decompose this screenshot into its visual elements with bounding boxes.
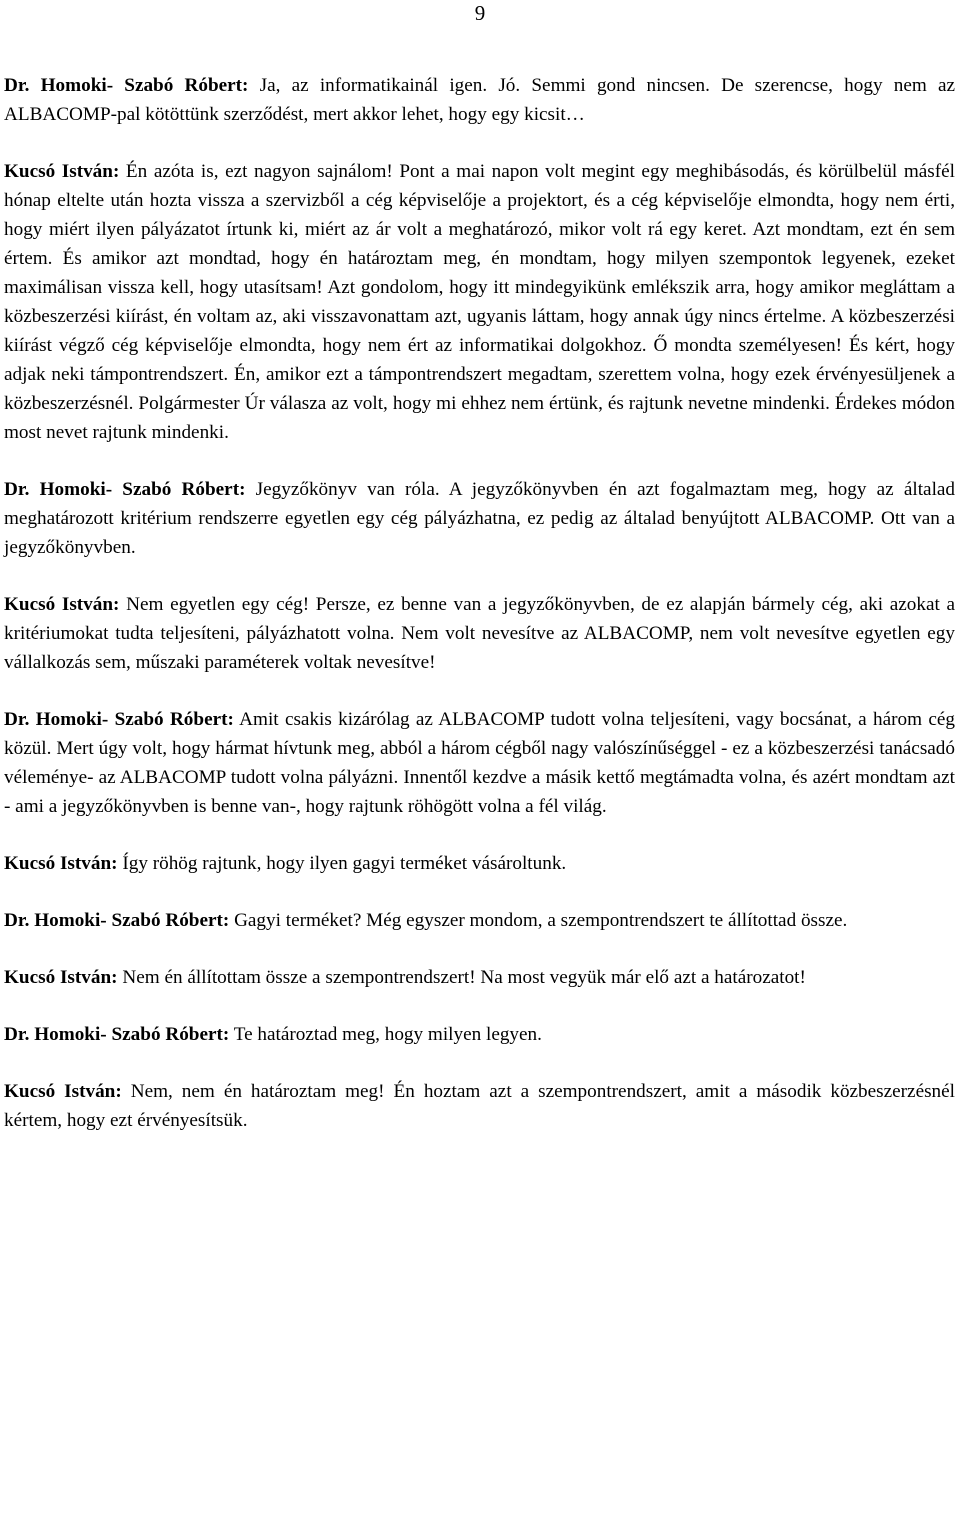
transcript-body	[4, 71, 955, 1163]
speaker-name: Dr. Homoki- Szabó Róbert:	[4, 479, 246, 500]
speaker-name: Dr. Homoki- Szabó Róbert:	[4, 1024, 230, 1045]
speech-text: Gagyi terméket? Még egyszer mondom, a szempontrendszert te állítottad össze.	[229, 910, 848, 931]
speaker-name: Kucsó István:	[4, 594, 120, 615]
transcript-paragraph	[4, 1020, 955, 1049]
speaker-name: Dr. Homoki- Szabó Róbert:	[4, 75, 249, 96]
speech-text: Amit csakis kizárólag az ALBACOMP tudott volna teljesíteni, vagy bocsánat, a három cég közül. Mert úgy volt, hogy hármat hívtunk meg, abból a három cégből nagy valószínűséggel - ez a közbeszerzési tanácsadó véleménye- az ALBACOMP tudott volna pályázni. Innentől kezdve a másik kettő megtámadta volna, és azért mondtam azt - ami a jegyzőkönyvben is benne van-, hogy rajtunk röhögött volna a fél világ.	[4, 709, 955, 817]
speaker-name: Kucsó István:	[4, 1081, 122, 1102]
transcript-paragraph	[4, 1077, 955, 1135]
speech-text: Én azóta is, ezt nagyon sajnálom! Pont a mai napon volt megint egy meghibásodás, és körülbelül másfél hónap eltelte után hozta vissza a szervizből a cég képviselője a projektort, és a cég képviselője elmondta, hogy nem érti, hogy miért ilyen pályázatot írtunk ki, miért az ár volt a meghatározó, mikor volt rá egy keret. Azt mondtam, ezt én sem értem. És amikor azt mondtad, hogy én határoztam meg, én mondtam, hogy milyen szempontok legyenek, ezeket maximálisan vissza kell, hogy utasítsam! Azt gondolom, hogy itt mindegyikünk emlékszik arra, hogy amikor megláttam a közbeszerzési kiírást, én voltam az, aki visszavonattam azt, ugyanis láttam, hogy annak úgy nincs értelme. A közbeszerzési kiírást végző cég képviselője elmondta, hogy nem ért az informatikai dolgokhoz. Ő mondta személyesen! És kért, hogy adjak neki támpontrendszert. Én, amikor ezt a támpontrendszert megadtam, szerettem volna, hogy ezek érvényesüljenek a közbeszerzésnél. Polgármester Úr válasza az volt, hogy mi ehhez nem értünk, és rajtunk nevetne mindenki. Érdekes módon most nevet rajtunk mindenki.	[4, 161, 955, 443]
transcript-paragraph	[4, 71, 955, 129]
speaker-name: Kucsó István:	[4, 967, 118, 988]
speaker-name: Kucsó István:	[4, 853, 118, 874]
speech-text: Így röhög rajtunk, hogy ilyen gagyi terméket vásároltunk.	[117, 853, 567, 874]
speaker-name: Dr. Homoki- Szabó Róbert:	[4, 709, 234, 730]
transcript-paragraph	[4, 906, 955, 935]
transcript-paragraph	[4, 590, 955, 677]
speaker-name: Kucsó István:	[4, 161, 120, 182]
speech-text: Nem egyetlen egy cég! Persze, ez benne van a jegyzőkönyvben, de ez alapján bármely cég, aki azokat a kritériumokat tudta teljesíteni, pályázhatott volna. Nem volt nevesítve az ALBACOMP, nem volt nevesítve egyetlen egy vállalkozás sem, műszaki paraméterek voltak nevesítve!	[4, 594, 955, 673]
speech-text: Ja, az informatikainál igen. Jó. Semmi gond nincsen. De szerencse, hogy nem az ALBACOMP-pal kötöttünk szerződést, mert akkor lehet, hogy egy kicsit…	[4, 75, 955, 125]
transcript-paragraph	[4, 157, 955, 447]
transcript-paragraph	[4, 475, 955, 562]
speech-text: Jegyzőkönyv van róla. A jegyzőkönyvben én azt fogalmaztam meg, hogy az általad meghatározott kritérium rendszerre egyetlen egy cég pályázhatna, ez pedig az általad benyújtott ALBACOMP. Ott van a jegyzőkönyvben.	[4, 479, 956, 558]
transcript-paragraph	[4, 963, 955, 992]
speech-text: Te határoztad meg, hogy milyen legyen.	[229, 1024, 542, 1045]
speaker-name: Dr. Homoki- Szabó Róbert:	[4, 910, 230, 931]
transcript-paragraph	[4, 705, 955, 821]
speech-text: Nem én állítottam össze a szempontrendszert! Na most vegyük már elő azt a határozatot!	[117, 967, 806, 988]
transcript-paragraph	[4, 849, 955, 878]
page-number: 9	[474, 1, 486, 25]
speech-text: Nem, nem én határoztam meg! Én hoztam azt a szempontrendszert, amit a második közbeszerzésnél kértem, hogy ezt érvényesítsük.	[4, 1081, 955, 1131]
